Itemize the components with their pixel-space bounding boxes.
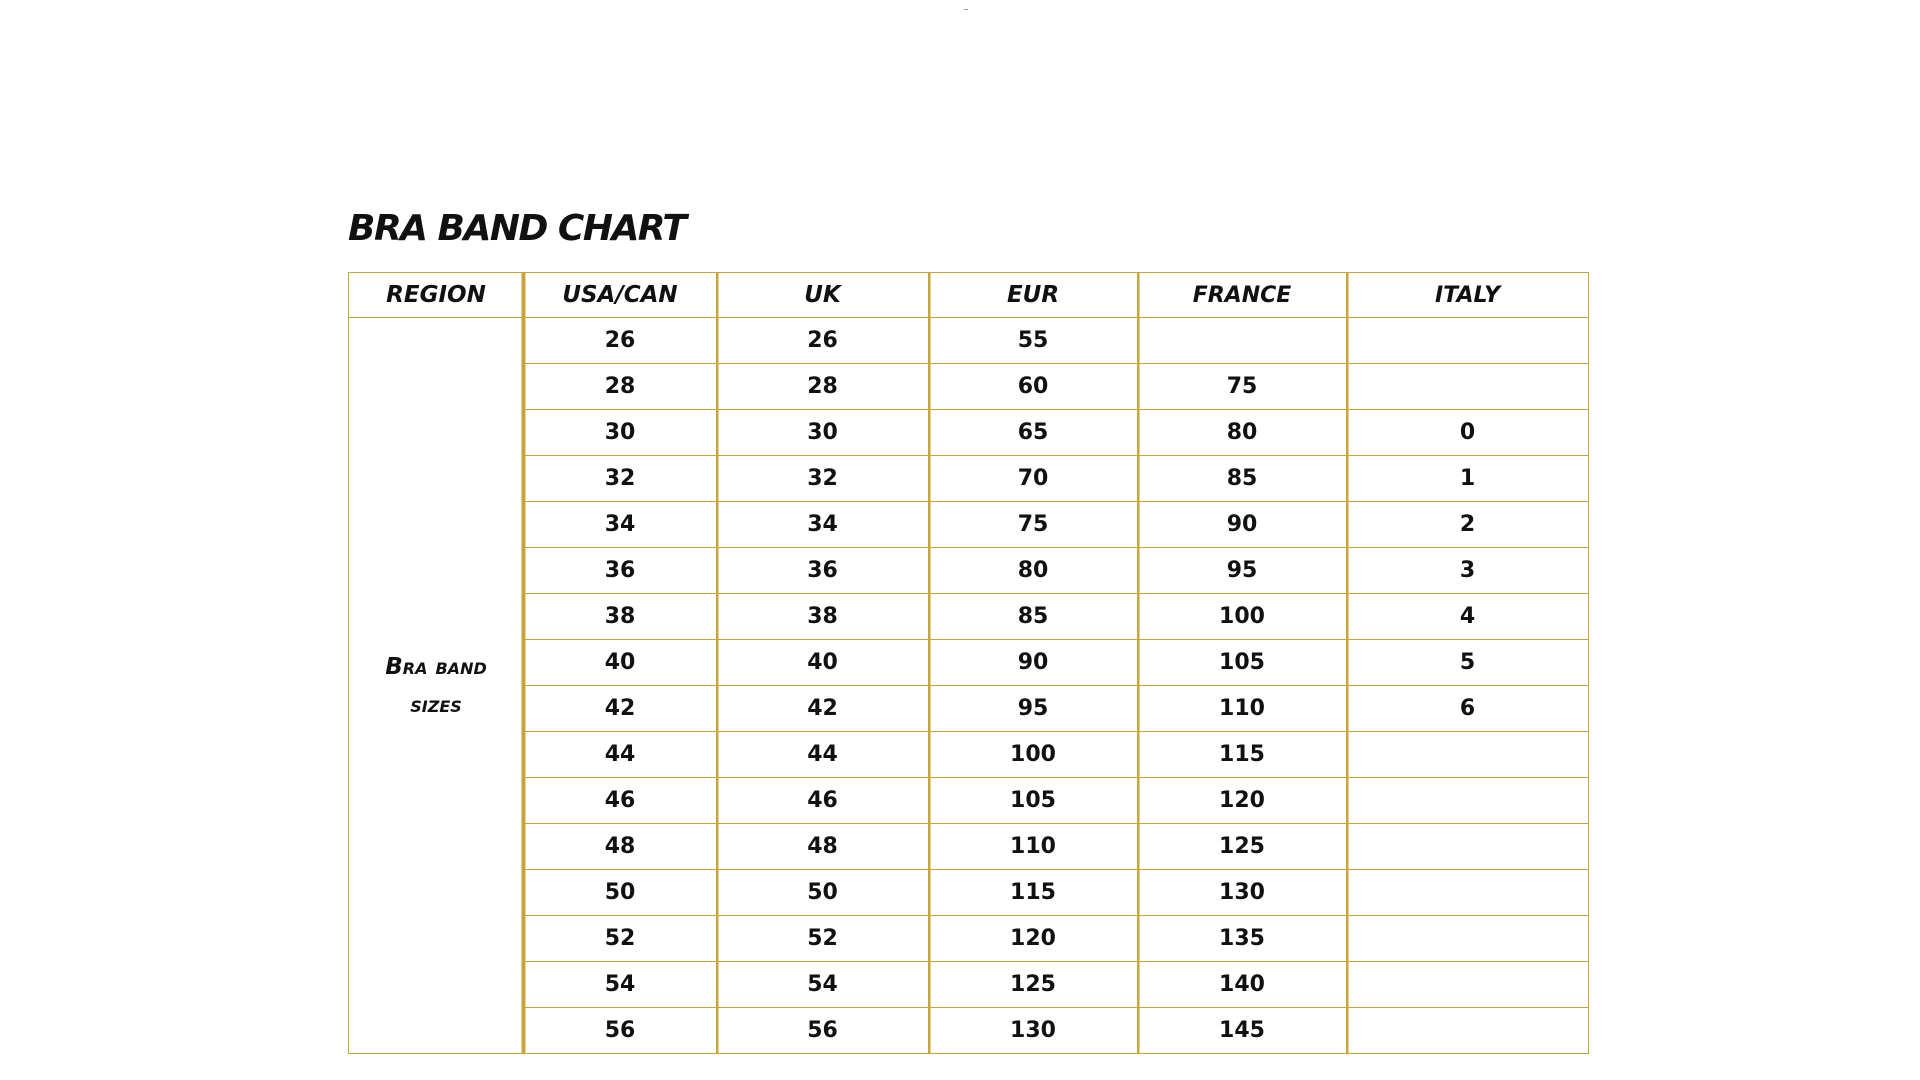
top-dash-mark [964,9,968,10]
cell-usa-can: 48 [524,824,717,870]
table-row [348,594,1589,640]
header-france: FRANCE [1138,272,1347,318]
cell-eur: 130 [929,1008,1138,1054]
table-row [348,824,1589,870]
cell-france: 120 [1138,778,1347,824]
cell-france: 95 [1138,548,1347,594]
table-row [348,686,1589,732]
cell-france: 75 [1138,364,1347,410]
cell-uk: 40 [717,640,929,686]
table-body [348,318,1589,1054]
cell-uk: 34 [717,502,929,548]
table-row [348,410,1589,456]
cell-france: 110 [1138,686,1347,732]
cell-italy [1347,732,1589,778]
cell-uk: 44 [717,732,929,778]
cell-eur: 90 [929,640,1138,686]
header-region: REGION [348,272,524,318]
table-row [348,870,1589,916]
cell-france: 90 [1138,502,1347,548]
cell-uk: 28 [717,364,929,410]
cell-eur: 60 [929,364,1138,410]
cell-uk: 30 [717,410,929,456]
table-row [348,778,1589,824]
cell-usa-can: 44 [524,732,717,778]
cell-italy [1347,364,1589,410]
cell-usa-can: 26 [524,318,717,364]
cell-eur: 70 [929,456,1138,502]
cell-france: 135 [1138,916,1347,962]
cell-italy: 2 [1347,502,1589,548]
table-row [348,916,1589,962]
cell-usa-can: 36 [524,548,717,594]
cell-uk: 26 [717,318,929,364]
header-italy: ITALY [1347,272,1589,318]
table-row [348,1008,1589,1054]
cell-eur: 95 [929,686,1138,732]
cell-uk: 54 [717,962,929,1008]
cell-italy [1347,824,1589,870]
cell-usa-can: 32 [524,456,717,502]
cell-italy [1347,962,1589,1008]
cell-france: 125 [1138,824,1347,870]
cell-france: 145 [1138,1008,1347,1054]
header-eur: EUR [929,272,1138,318]
cell-usa-can: 38 [524,594,717,640]
cell-eur: 55 [929,318,1138,364]
cell-france: 115 [1138,732,1347,778]
chart-title: BRA BAND CHART [348,208,686,249]
cell-uk: 46 [717,778,929,824]
cell-usa-can: 34 [524,502,717,548]
cell-usa-can: 30 [524,410,717,456]
cell-italy: 5 [1347,640,1589,686]
table-row [348,318,1589,364]
cell-eur: 120 [929,916,1138,962]
cell-eur: 115 [929,870,1138,916]
cell-uk: 36 [717,548,929,594]
cell-usa-can: 50 [524,870,717,916]
region-label-cell: Bra band sizes [348,318,524,1054]
cell-france: 85 [1138,456,1347,502]
cell-france: 130 [1138,870,1347,916]
table-row [348,732,1589,778]
cell-france: 105 [1138,640,1347,686]
table-row [348,640,1589,686]
cell-italy: 4 [1347,594,1589,640]
cell-italy [1347,870,1589,916]
cell-uk: 56 [717,1008,929,1054]
cell-usa-can: 52 [524,916,717,962]
cell-italy [1347,318,1589,364]
cell-uk: 48 [717,824,929,870]
cell-usa-can: 42 [524,686,717,732]
bra-band-size-table [348,272,1589,1054]
cell-eur: 100 [929,732,1138,778]
cell-eur: 105 [929,778,1138,824]
cell-france: 140 [1138,962,1347,1008]
cell-italy: 1 [1347,456,1589,502]
cell-usa-can: 28 [524,364,717,410]
table-row [348,502,1589,548]
cell-eur: 65 [929,410,1138,456]
cell-france: 80 [1138,410,1347,456]
cell-italy [1347,778,1589,824]
table-header-row [348,272,1589,318]
cell-eur: 75 [929,502,1138,548]
cell-usa-can: 54 [524,962,717,1008]
cell-eur: 80 [929,548,1138,594]
table-row [348,962,1589,1008]
cell-eur: 125 [929,962,1138,1008]
cell-uk: 32 [717,456,929,502]
cell-eur: 85 [929,594,1138,640]
table-row [348,456,1589,502]
cell-italy [1347,1008,1589,1054]
cell-usa-can: 56 [524,1008,717,1054]
cell-eur: 110 [929,824,1138,870]
cell-uk: 38 [717,594,929,640]
cell-usa-can: 40 [524,640,717,686]
cell-uk: 50 [717,870,929,916]
cell-italy: 3 [1347,548,1589,594]
cell-france [1138,318,1347,364]
cell-italy [1347,916,1589,962]
header-usa-can: USA/CAN [524,272,717,318]
cell-usa-can: 46 [524,778,717,824]
table-row [348,364,1589,410]
cell-italy: 0 [1347,410,1589,456]
cell-uk: 52 [717,916,929,962]
cell-uk: 42 [717,686,929,732]
cell-italy: 6 [1347,686,1589,732]
table-row [348,548,1589,594]
header-uk: UK [717,272,929,318]
cell-france: 100 [1138,594,1347,640]
